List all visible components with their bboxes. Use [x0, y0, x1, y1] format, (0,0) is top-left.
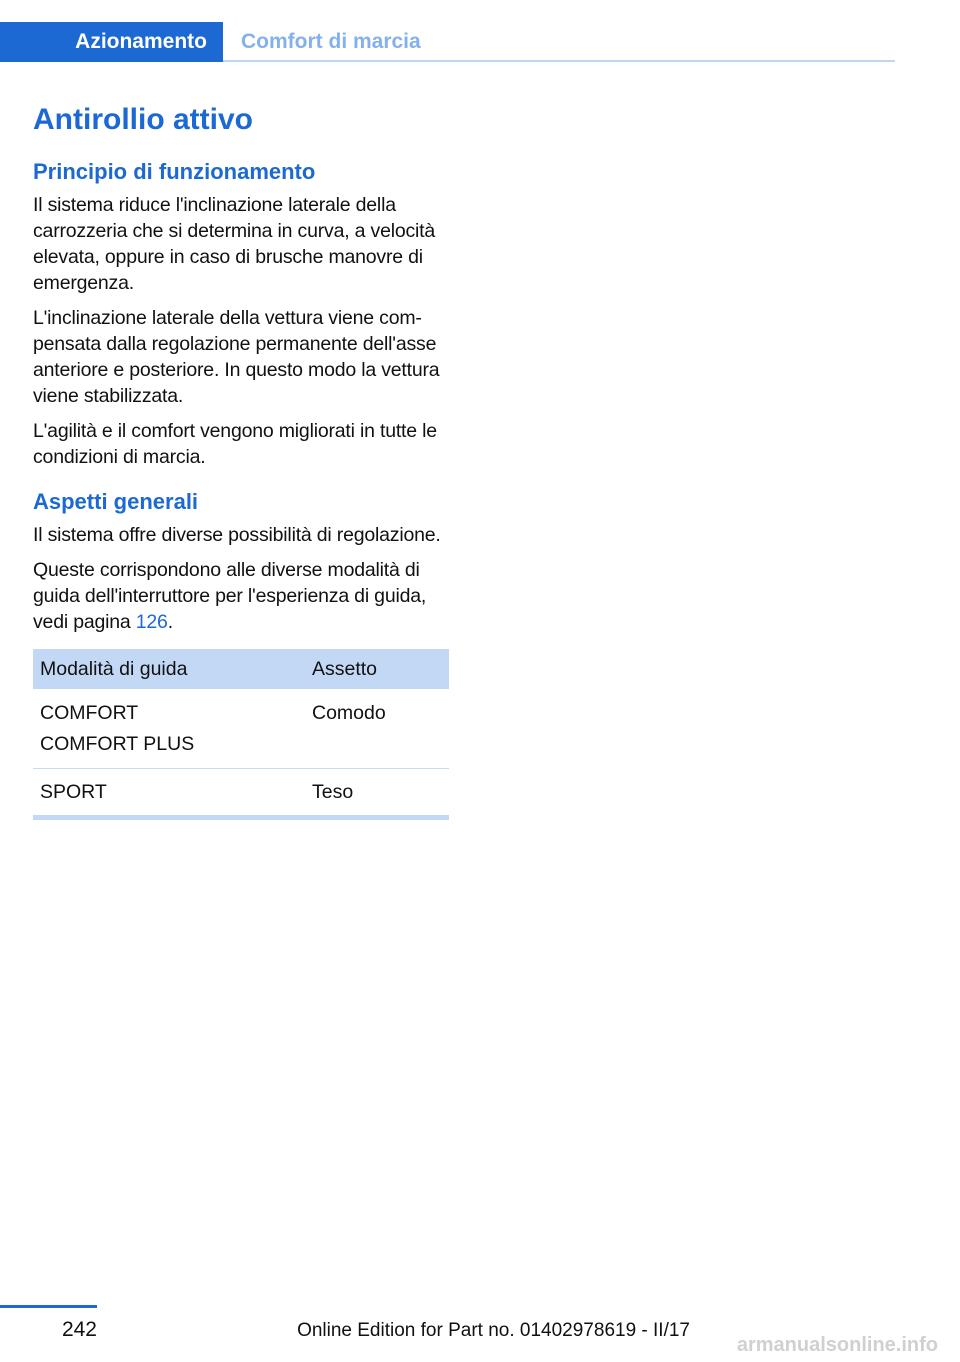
page-number: 242: [61, 1318, 97, 1341]
driving-mode-table: [33, 649, 449, 820]
page-title: Antirollio attivo: [33, 103, 253, 136]
table-row: [33, 769, 449, 818]
table-header-setting: Assetto: [305, 649, 449, 689]
paragraph-text: Queste corrispondono alle diverse modalità di guida dell'interruttore per l'esperienza di guida, vedi pagina: [33, 559, 427, 633]
mode-comfort-plus: COMFORT PLUS: [40, 733, 195, 755]
paragraph: Il sistema offre diverse possibilità di regolazione.: [33, 524, 441, 546]
paragraph: L'inclinazione laterale della vettura viene compensata dalla regolazione permanente dell'asse anteriore e posteriore. In questo modo la vettura viene stabilizzata.: [33, 307, 440, 407]
table-header-mode: Modalità di guida: [33, 649, 305, 689]
header-bar: [0, 22, 895, 62]
mode-comfort: COMFORT: [40, 702, 139, 724]
edition-note: Online Edition for Part no. 01402978619 - II/17: [297, 1320, 690, 1341]
table-header-row: [33, 649, 449, 689]
watermark-text: armanualsonline.info: [736, 1334, 938, 1356]
table-cell-setting: Comodo: [305, 689, 449, 769]
page-link-126[interactable]: 126: [135, 611, 168, 633]
page-content: [33, 100, 449, 820]
paragraph: Il sistema riduce l'inclinazione laterale della carrozzeria che si determina in curva, a velocità elevata, oppure in caso di brusche manovre di emergenza.: [33, 194, 436, 294]
table-cell-mode: SPORT: [33, 769, 305, 818]
table-cell-setting: Teso: [305, 769, 449, 818]
footer-divider: [0, 1305, 97, 1308]
header-divider: [223, 60, 895, 62]
tab-comfort-di-marcia[interactable]: Comfort di marcia: [241, 30, 421, 53]
table-row: [33, 689, 449, 769]
paragraph: [33, 557, 449, 635]
paragraph: L'agilità e il comfort vengono migliorati in tutte le condizioni di marcia.: [33, 420, 437, 468]
tab-azionamento[interactable]: Azionamento: [0, 22, 223, 62]
table-cell-mode: [33, 689, 305, 769]
section-heading-aspetti: Aspetti generali: [33, 489, 199, 514]
section-heading-principio: Principio di funzionamento: [33, 159, 316, 184]
paragraph-end: .: [167, 611, 173, 633]
